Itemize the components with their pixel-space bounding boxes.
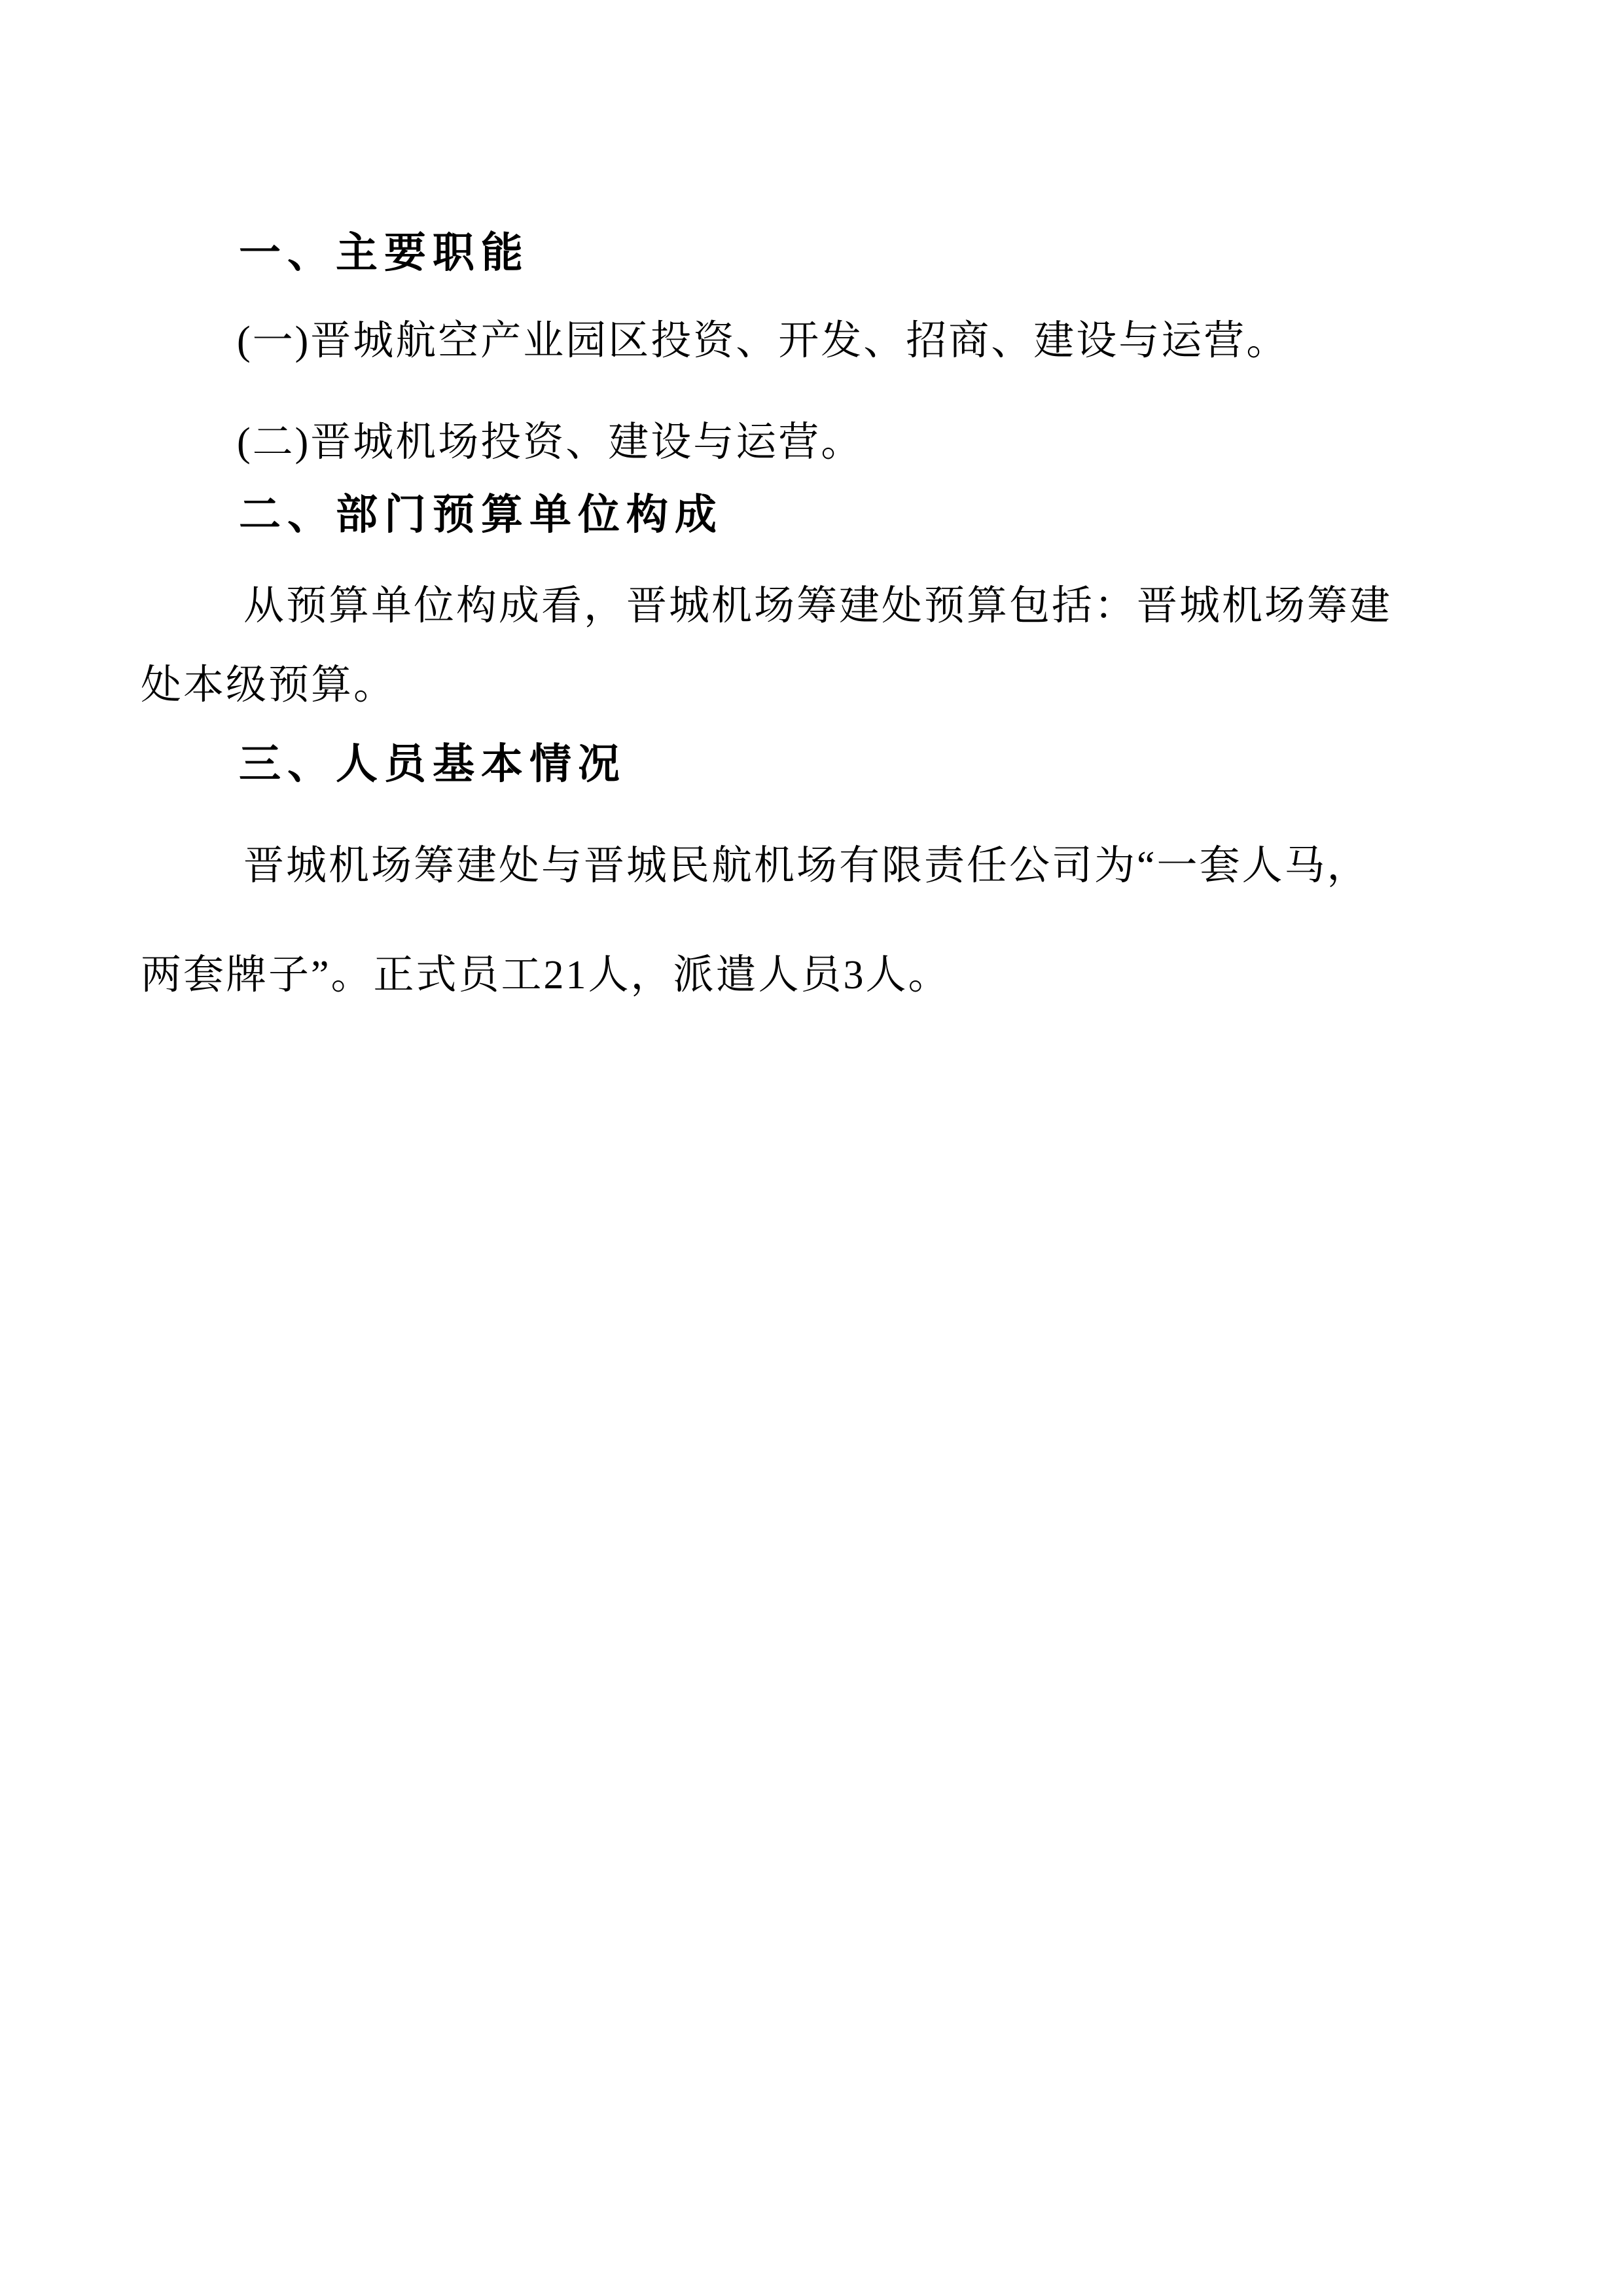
section-heading-main-functions: 一、主要职能 [239,229,529,276]
paragraph-budget-unit-line-2: 处本级预算。 [141,663,397,708]
paragraph-personnel-line-1: 晋城机场筹建处与晋城民航机场有限责任公司为“一套人马， [243,844,1370,888]
paragraph-function-item-1: (一)晋城航空产业园区投资、开发、招商、建设与运营。 [237,319,1289,363]
paragraph-function-item-2: (二)晋城机场投资、建设与运营。 [237,420,864,465]
paragraph-budget-unit-line-1: 从预算单位构成看，晋城机场筹建处预算包括：晋城机场筹建 [243,584,1393,628]
paragraph-personnel-line-2: 两套牌子”。正式员工21人，派遣人员3人。 [141,953,951,997]
section-heading-budget-unit-composition: 二、部门预算单位构成 [239,491,723,538]
section-heading-personnel-basic-info: 三、人员基本情况 [239,740,626,787]
